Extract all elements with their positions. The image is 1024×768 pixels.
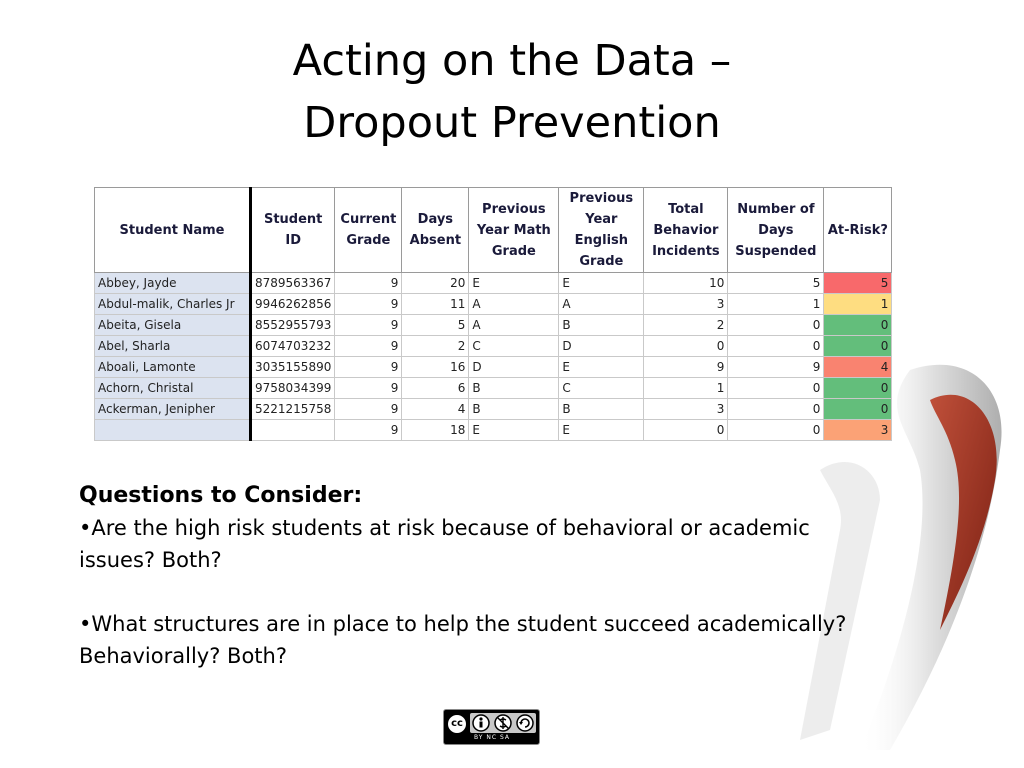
cell-student-name: Abeita, Gisela xyxy=(95,315,251,336)
cell-english-grade: B xyxy=(559,399,644,420)
cell-math-grade: E xyxy=(469,273,559,294)
cell-student-name: Ackerman, Jenipher xyxy=(95,399,251,420)
questions-section xyxy=(79,480,939,672)
cell-days-suspended: 0 xyxy=(728,420,824,441)
cell-behavior-incidents: 0 xyxy=(644,336,728,357)
questions-heading: Questions to Consider: xyxy=(79,483,363,508)
question-1-line-1: •Are the high risk students at risk because of behavioral or academic xyxy=(79,516,810,540)
col-header-math-grade: Previous Year Math Grade xyxy=(469,188,559,273)
cell-behavior-incidents: 2 xyxy=(644,315,728,336)
cell-student-name: Abbey, Jayde xyxy=(95,273,251,294)
cc-circle-icon: cc xyxy=(446,713,468,735)
cell-behavior-incidents: 10 xyxy=(644,273,728,294)
cell-english-grade: E xyxy=(559,357,644,378)
table-row xyxy=(95,315,892,336)
question-1-line-2: issues? Both? xyxy=(79,548,222,572)
cell-days-absent: 2 xyxy=(402,336,469,357)
cell-at-risk: 3 xyxy=(824,420,892,441)
cell-days-suspended: 5 xyxy=(728,273,824,294)
table-row xyxy=(95,357,892,378)
cell-math-grade: A xyxy=(469,294,559,315)
cell-student-name: Achorn, Christal xyxy=(95,378,251,399)
cell-days-suspended: 0 xyxy=(728,336,824,357)
cell-days-suspended: 0 xyxy=(728,378,824,399)
table-row xyxy=(95,336,892,357)
col-header-days-suspended: Number of Days Suspended xyxy=(728,188,824,273)
cell-days-absent: 4 xyxy=(402,399,469,420)
header-row xyxy=(95,188,892,273)
cell-days-suspended: 0 xyxy=(728,399,824,420)
col-header-english-grade: Previous Year English Grade xyxy=(559,188,644,273)
cell-student-id: 3035155890 xyxy=(251,357,335,378)
cell-math-grade: D xyxy=(469,357,559,378)
cell-student-id: 6074703232 xyxy=(251,336,335,357)
cell-student-name: Abdul-malik, Charles Jr xyxy=(95,294,251,315)
cell-days-absent: 16 xyxy=(402,357,469,378)
cell-days-absent: 18 xyxy=(402,420,469,441)
question-2-line-1: •What structures are in place to help the student succeed academically? xyxy=(79,612,847,636)
cell-days-suspended: 9 xyxy=(728,357,824,378)
cell-at-risk: 0 xyxy=(824,399,892,420)
cell-english-grade: E xyxy=(559,420,644,441)
cell-current-grade: 9 xyxy=(335,378,402,399)
cell-english-grade: D xyxy=(559,336,644,357)
cell-current-grade: 9 xyxy=(335,420,402,441)
cell-english-grade: C xyxy=(559,378,644,399)
title-line-2: Dropout Prevention xyxy=(303,98,721,148)
title-line-1: Acting on the Data – xyxy=(292,36,732,86)
col-header-student-id: Student ID xyxy=(251,188,335,273)
col-header-student-name: Student Name xyxy=(95,188,251,273)
cell-at-risk: 0 xyxy=(824,315,892,336)
cell-math-grade: B xyxy=(469,399,559,420)
cell-student-name: Aboali, Lamonte xyxy=(95,357,251,378)
cell-english-grade: A xyxy=(559,294,644,315)
cell-days-absent: 5 xyxy=(402,315,469,336)
at-risk-spreadsheet xyxy=(94,187,892,441)
cell-at-risk: 0 xyxy=(824,378,892,399)
col-header-days-absent: Days Absent xyxy=(402,188,469,273)
cell-days-absent: 6 xyxy=(402,378,469,399)
table-row xyxy=(95,273,892,294)
cell-current-grade: 9 xyxy=(335,399,402,420)
table-row xyxy=(95,378,892,399)
cell-current-grade: 9 xyxy=(335,294,402,315)
cell-behavior-incidents: 3 xyxy=(644,294,728,315)
cell-current-grade: 9 xyxy=(335,336,402,357)
cell-at-risk: 0 xyxy=(824,336,892,357)
cell-current-grade: 9 xyxy=(335,357,402,378)
cell-english-grade: B xyxy=(559,315,644,336)
cell-behavior-incidents: 0 xyxy=(644,420,728,441)
cell-student-id: 9758034399 xyxy=(251,378,335,399)
cell-math-grade: C xyxy=(469,336,559,357)
license-icons-bar xyxy=(470,713,536,733)
cell-student-id: 8789563367 xyxy=(251,273,335,294)
cell-current-grade: 9 xyxy=(335,273,402,294)
table-row xyxy=(95,294,892,315)
question-2-line-2: Behaviorally? Both? xyxy=(79,644,287,668)
cell-math-grade: E xyxy=(469,420,559,441)
col-header-at-risk: At-Risk? xyxy=(824,188,892,273)
cell-days-absent: 20 xyxy=(402,273,469,294)
cell-days-absent: 11 xyxy=(402,294,469,315)
cell-student-name xyxy=(95,420,251,441)
cell-behavior-incidents: 3 xyxy=(644,399,728,420)
col-header-behavior-incidents: Total Behavior Incidents xyxy=(644,188,728,273)
cell-student-id xyxy=(251,420,335,441)
cell-student-name: Abel, Sharla xyxy=(95,336,251,357)
cell-at-risk: 5 xyxy=(824,273,892,294)
col-header-current-grade: Current Grade xyxy=(335,188,402,273)
cell-days-suspended: 0 xyxy=(728,315,824,336)
cell-student-id: 5221215758 xyxy=(251,399,335,420)
cell-math-grade: B xyxy=(469,378,559,399)
by-nc-sa-icons xyxy=(470,713,536,733)
cell-at-risk: 4 xyxy=(824,357,892,378)
cell-days-suspended: 1 xyxy=(728,294,824,315)
cell-student-id: 8552955793 xyxy=(251,315,335,336)
slide-title xyxy=(0,30,1024,154)
table-row xyxy=(95,420,892,441)
license-labels: BY NC SA xyxy=(474,734,510,741)
table-row xyxy=(95,399,892,420)
cell-behavior-incidents: 9 xyxy=(644,357,728,378)
cell-at-risk: 1 xyxy=(824,294,892,315)
cell-current-grade: 9 xyxy=(335,315,402,336)
cell-math-grade: A xyxy=(469,315,559,336)
cell-behavior-incidents: 1 xyxy=(644,378,728,399)
cell-student-id: 9946262856 xyxy=(251,294,335,315)
cc-by-nc-sa-icon xyxy=(443,709,540,745)
cell-english-grade: E xyxy=(559,273,644,294)
